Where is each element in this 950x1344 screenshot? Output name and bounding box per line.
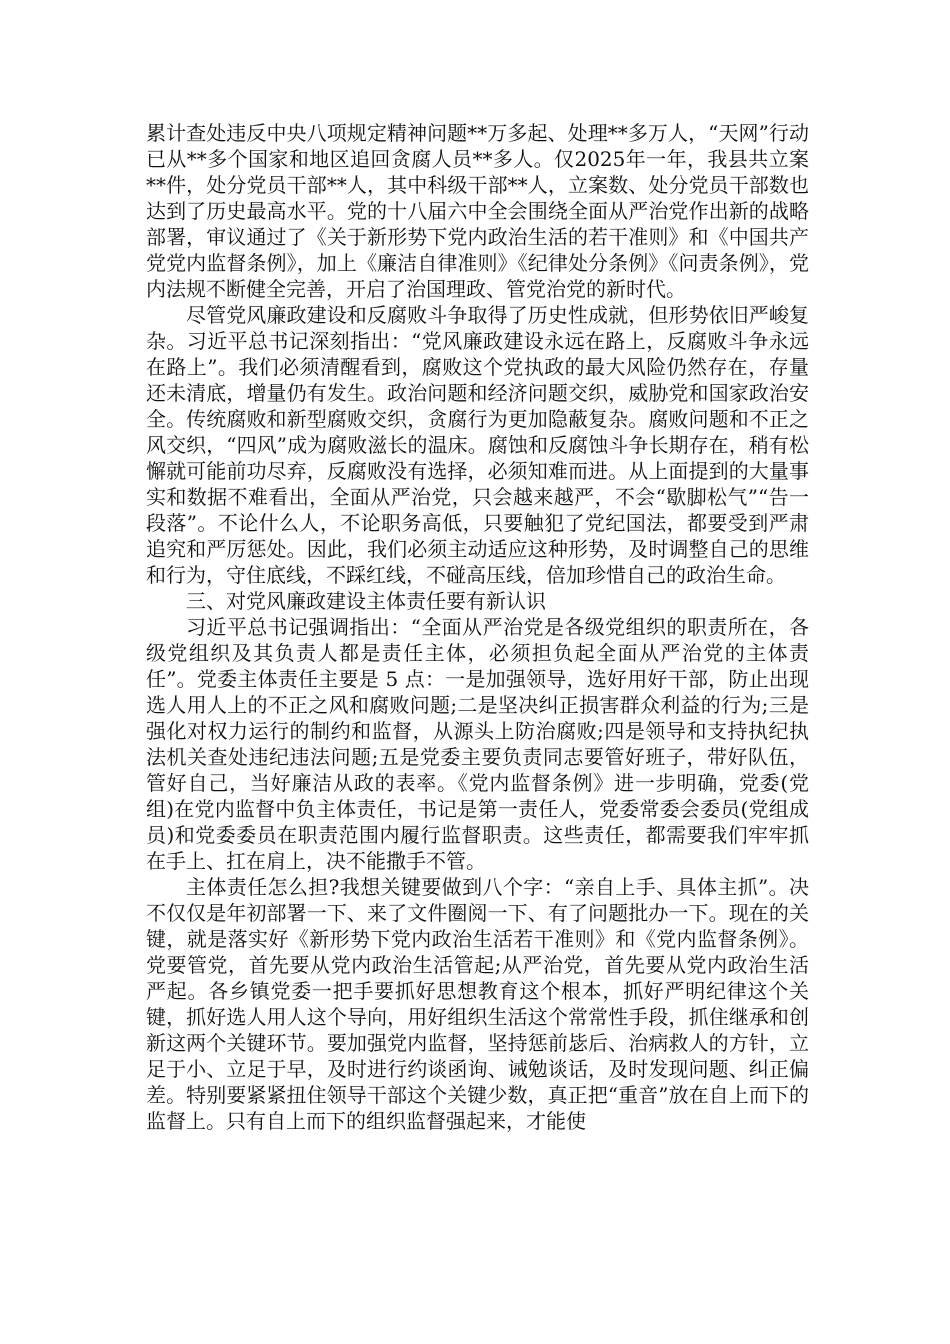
paragraph-3: 习近平总书记强调指出：“全面从严治党是各级党组织的职责所在，各级党组织及其负责人都是责任主体，必须担负起全面从严治党的主体责任”。党委主体责任主要是 5 点：一是加强领导，选好用好干部，防止出现选人用人上的不正之风和腐败问题;二是坚决纠正损害群众利益的行为;三是强化对权力运行的制约和监督，从源头上防治腐败;四是领导和支持执纪执法机关查处违纪违法问题;五是党委主要负责同志要管好班子，带好队伍，管好自己，当好廉洁从政的表率。《党内监督条例》进一步明确，党委(党组)在党内监督中负主体责任，书记是第一责任人，党委常委会委员(党组成员)和党委委员在职责范围内履行监督职责。这些责任，都需要我们牢牢抓在手上、扛在肩上，决不能撒手不管。 <box>146 615 809 873</box>
paragraph-1: 累计查处违反中央八项规定精神问题**万多起、处理**多万人，“天网”行动已从**多个国家和地区追回贪腐人员**多人。仅2025年一年，我县共立案**件，处分党员干部**人，其中科级干部**人，立案数、处分党员干部数也达到了历史最高水平。党的十八届六中全会围绕全面从严治党作出新的战略部署，审议通过了《关于新形势下党内政治生活的若干准则》和《中国共产党党内监督条例》，加上《廉洁自律准则》《纪律处分条例》《问责条例》，党内法规不断健全完善，开启了治国理政、管党治党的新时代。 <box>146 121 809 301</box>
document-page <box>146 120 809 1134</box>
section-heading: 三、对党风廉政建设主体责任要有新认识 <box>186 589 546 613</box>
paragraph-4: 主体责任怎么担?我想关键要做到八个字：“亲自上手、具体主抓”。决不仅仅是年初部署一下、来了文件圈阅一下、有了问题批办一下。现在的关键，就是落实好《新形势下党内政治生活若干准则》和《党内监督条例》。党要管党，首先要从党内政治生活管起;从严治党，首先要从党内政治生活严起。各乡镇党委一把手要抓好思想教育这个根本，抓好严明纪律这个关键，抓好选人用人这个导向，用好组织生活这个常常性手段，抓住继承和创新这两个关键环节。要加强党内监督，坚持惩前毖后、治病救人的方针，立足于小、立足于早，及时进行约谈函询、诫勉谈话，及时发现问题、纠正偏差。特别要紧紧扭住领导干部这个关键少数，真正把“重音”放在自上而下的监督上。只有自上而下的组织监督强起来，才能使 <box>146 875 809 1133</box>
paragraph-2: 尽管党风廉政建设和反腐败斗争取得了历史性成就，但形势依旧严峻复杂。习近平总书记深刻指出：“党风廉政建设永远在路上，反腐败斗争永远在路上”。我们必须清醒看到，腐败这个党执政的最大风险仍然存在，存量还未清底，增量仍有发生。政治问题和经济问题交织，威胁党和国家政治安全。传统腐败和新型腐败交织，贪腐行为更加隐蔽复杂。腐败问题和不正之风交织，“四风”成为腐败滋长的温床。腐蚀和反腐蚀斗争长期存在，稍有松懈就可能前功尽弃，反腐败没有选择，必须知难而进。从上面提到的大量事实和数据不难看出，全面从严治党，只会越来越严，不会“歇脚松气”“告一段落”。不论什么人，不论职务高低，只要触犯了党纪国法，都要受到严肃追究和严厉惩处。因此，我们必须主动适应这种形势，及时调整自己的思维和行为，守住底线，不踩红线，不碰高压线，倍加珍惜自己的政治生命。 <box>146 303 809 587</box>
